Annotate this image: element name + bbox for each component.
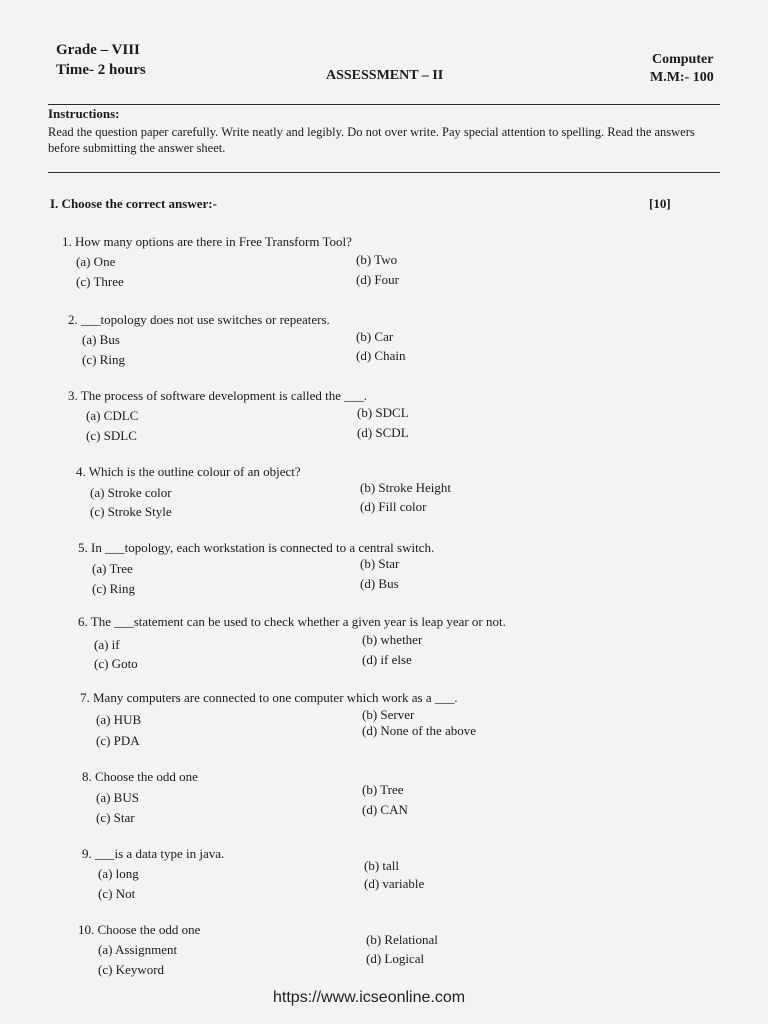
option-c: (c) PDA [96, 733, 140, 748]
instructions-heading: Instructions: [48, 106, 120, 121]
question-text: 1. How many options are there in Free Transform Tool? [62, 234, 352, 249]
question-text: 3. The process of software development is called the ___. [68, 388, 368, 403]
instructions-text: Read the question paper carefully. Write neatly and legibly. Do not over write. Pay special attention to spelling. Read the answers before submitting the answer sheet. [48, 125, 695, 155]
option-a: (a) CDLC [86, 408, 139, 423]
option-a: (a) Bus [82, 332, 120, 347]
option-d: (d) Bus [360, 576, 399, 591]
option-b: (b) SDCL [357, 405, 409, 420]
option-a: (a) Tree [92, 561, 133, 576]
time-label: Time- 2 hours [56, 62, 146, 78]
option-c: (c) Goto [94, 656, 138, 671]
option-b: (b) Car [356, 329, 394, 344]
question-text: 9. ___is a data type in java. [82, 846, 225, 861]
option-d: (d) CAN [362, 802, 408, 817]
question-text: 8. Choose the odd one [82, 769, 198, 784]
question-text: 10. Choose the odd one [78, 922, 201, 937]
option-b: (b) Star [360, 556, 400, 571]
option-a: (a) One [76, 254, 116, 269]
question-text: 4. Which is the outline colour of an object? [76, 464, 301, 479]
option-c: (c) Three [76, 274, 124, 289]
option-a: (a) Stroke color [90, 485, 172, 500]
option-c: (c) Stroke Style [90, 504, 172, 519]
option-a: (a) HUB [96, 712, 142, 727]
footer-url[interactable]: https://www.icseonline.com [273, 989, 466, 1006]
question-text: 5. In ___topology, each workstation is connected to a central switch. [78, 540, 435, 555]
option-b: (b) Two [356, 252, 398, 267]
option-d: (d) Chain [356, 348, 406, 363]
option-a: (a) long [98, 866, 139, 881]
section-marks: [10] [649, 196, 671, 211]
option-b: (b) tall [364, 858, 400, 873]
assessment-title: ASSESSMENT – II [326, 68, 444, 83]
max-marks-label: M.M:- 100 [650, 70, 714, 85]
option-b: (b) Server [362, 707, 415, 722]
option-c: (c) Not [98, 886, 136, 901]
option-c: (c) Ring [92, 581, 135, 596]
option-c: (c) SDLC [86, 428, 137, 443]
option-a: (a) if [94, 637, 120, 652]
grade-label: Grade – VIII [56, 42, 140, 58]
header-rule [48, 104, 720, 105]
option-b: (b) Tree [362, 782, 404, 797]
option-d: (d) Fill color [360, 499, 427, 514]
option-d: (d) variable [364, 876, 425, 891]
option-d: (d) Four [356, 272, 399, 287]
option-a: (a) BUS [96, 790, 139, 805]
question-text: 6. The ___statement can be used to check whether a given year is leap year or not. [78, 614, 506, 629]
option-b: (b) Relational [366, 932, 438, 947]
option-c: (c) Keyword [98, 962, 165, 977]
question-text: 7. Many computers are connected to one computer which work as a ___. [80, 690, 458, 705]
question-text: 2. ___topology does not use switches or repeaters. [68, 312, 330, 327]
option-c: (c) Star [96, 810, 135, 825]
subject-label: Computer [652, 52, 714, 67]
option-d: (d) None of the above [362, 723, 477, 738]
option-d: (d) SCDL [357, 425, 409, 440]
option-b: (b) Stroke Height [360, 480, 451, 495]
option-a: (a) Assignment [98, 942, 178, 957]
section-title: I. Choose the correct answer:- [50, 196, 217, 211]
instructions-rule [48, 172, 720, 173]
option-d: (d) if else [362, 652, 412, 667]
option-c: (c) Ring [82, 352, 125, 367]
option-b: (b) whether [362, 632, 423, 647]
option-d: (d) Logical [366, 951, 425, 966]
